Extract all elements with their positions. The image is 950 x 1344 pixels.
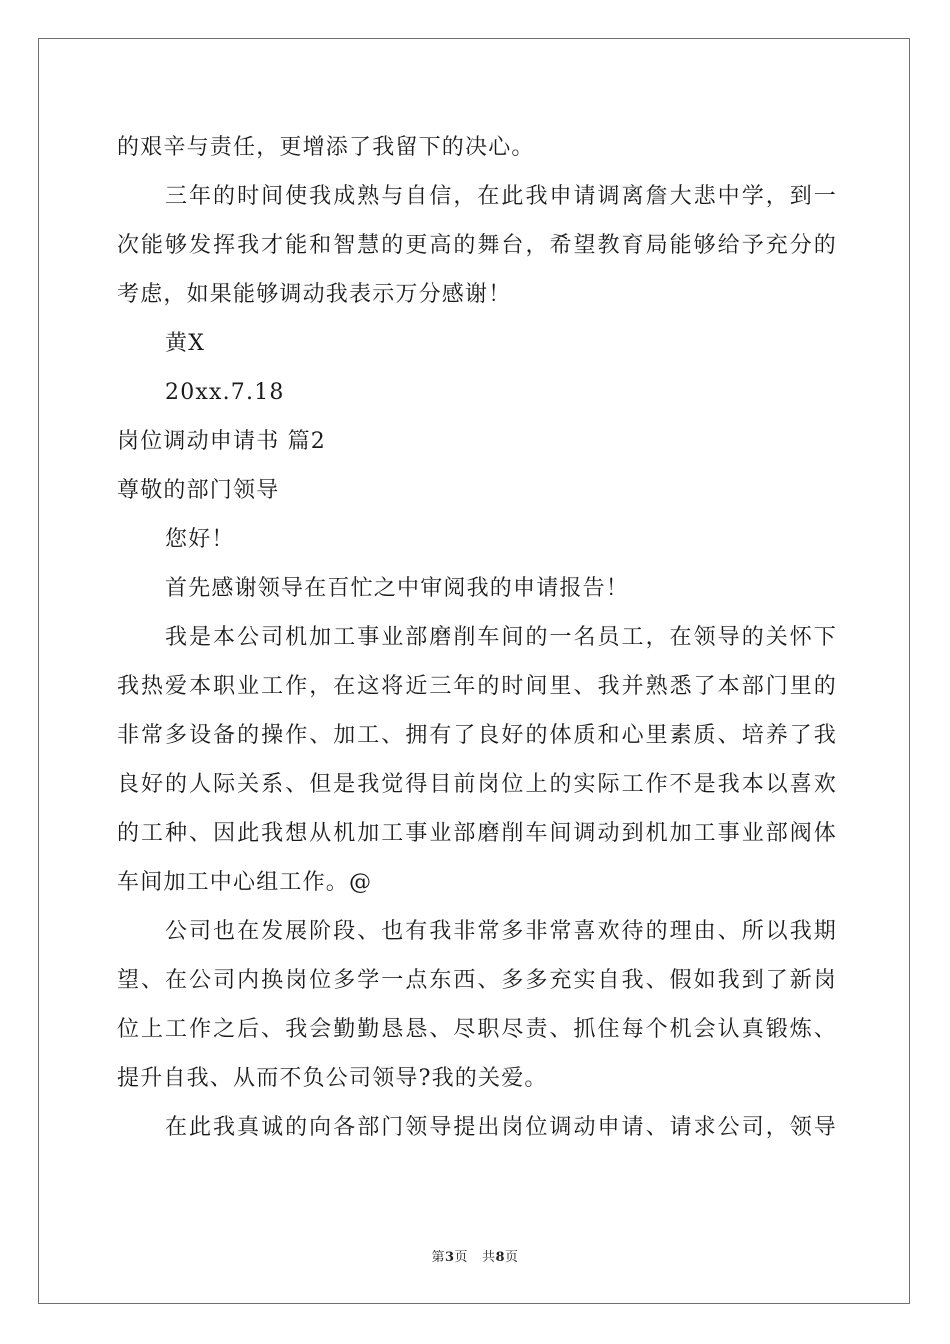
paragraph-line: 车间加工中心组工作。@ [117,870,373,895]
total-page-count: 8 [495,1250,505,1265]
paragraph-line: 的工种、因此我想从机加工事业部磨削车间调动到机加工事业部阀体 [117,821,837,846]
paragraph-line: 我是本公司机加工事业部磨削车间的一名员工，在领导的关怀下 [165,625,837,650]
paragraph-line: 的艰辛与责任，更增添了我留下的决心。 [117,135,535,160]
page-number-footer [0,1246,950,1265]
footer-prefix: 第 [431,1250,445,1265]
paragraph-line: 公司也在发展阶段、也有我非常多非常喜欢待的理由、所以我期 [165,919,837,944]
signature-date: 20xx.7.18 [165,380,285,405]
footer-suffix: 页 [505,1250,519,1265]
section-heading: 岗位调动申请书 篇2 [117,429,326,454]
paragraph-line: 首先感谢领导在百忙之中审阅我的申请报告！ [165,576,630,601]
paragraph-line: 考虑，如果能够调动我表示万分感谢！ [117,282,512,307]
paragraph-line: 提升自我、从而不负公司领导?我的关爱。 [117,1066,548,1091]
paragraph-line: 位上工作之后、我会勤勤恳恳、尽职尽责、抓住每个机会认真锻炼、 [117,1017,837,1042]
footer-middle: 页 共 [454,1250,496,1265]
paragraph-line: 非常多设备的操作、加工、拥有了良好的体质和心里素质、培养了我 [117,723,837,748]
current-page-number: 3 [445,1250,455,1265]
salutation: 尊敬的部门领导 [117,478,280,503]
document-body [117,123,837,1152]
paragraph-line: 次能够发挥我才能和智慧的更高的舞台，希望教育局能够给予充分的 [117,233,837,258]
paragraph-line: 三年的时间使我成熟与自信，在此我申请调离詹大悲中学，到一 [165,184,837,209]
paragraph-line: 在此我真诚的向各部门领导提出岗位调动申请、请求公司，领导 [165,1115,837,1140]
paragraph-line: 良好的人际关系、但是我觉得目前岗位上的实际工作不是我本以喜欢 [117,772,837,797]
paragraph-line: 望、在公司内换岗位多学一点东西、多多充实自我、假如我到了新岗 [117,968,837,993]
greeting: 您好！ [165,527,235,552]
signature-name: 黄X [165,331,206,356]
paragraph-line: 我热爱本职业工作，在这将近三年的时间里、我并熟悉了本部门里的 [117,674,837,699]
